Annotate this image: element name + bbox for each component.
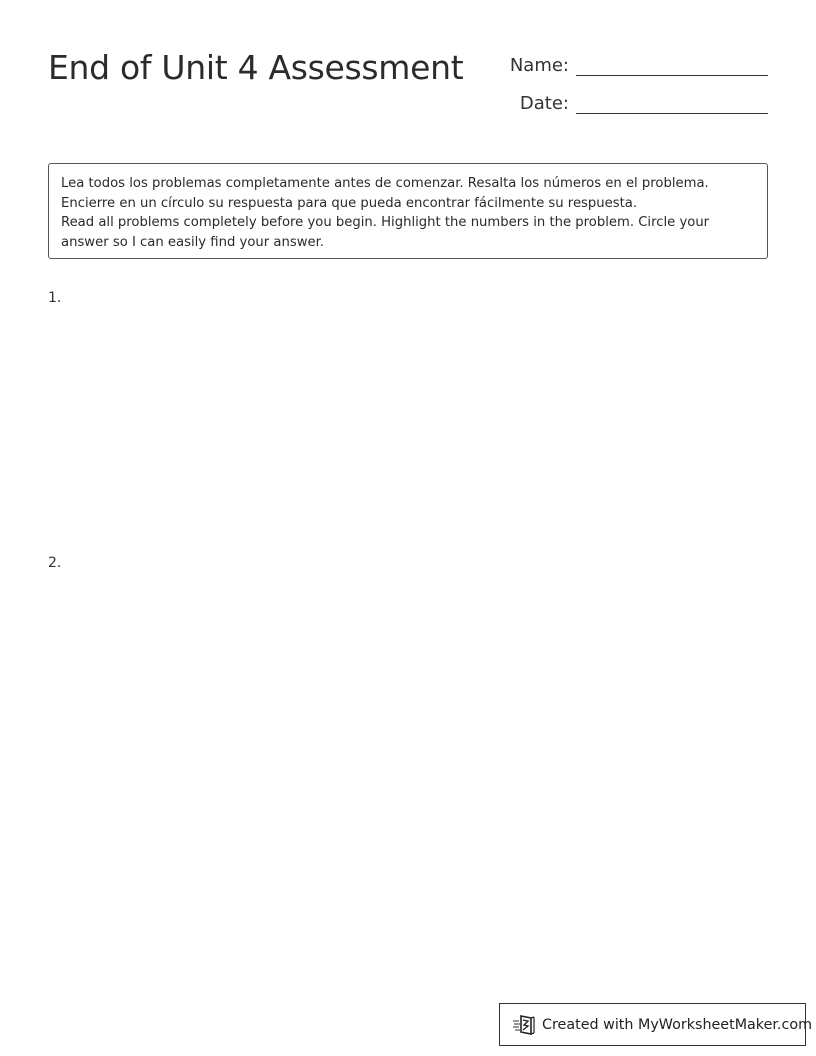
instructions-line-spanish-2: Encierre en un círculo su respuesta para que pueda encontrar fácilmente su respuesta.	[61, 195, 638, 211]
name-blank-line[interactable]	[576, 52, 768, 76]
date-field-row	[520, 90, 768, 114]
name-field-row	[510, 52, 768, 76]
instructions-box	[48, 163, 768, 259]
date-blank-line[interactable]	[576, 90, 768, 114]
footer-credit-box[interactable]	[499, 1003, 813, 1046]
footer-credit-text: Created with MyWorksheetMaker.com	[542, 1016, 813, 1033]
date-label: Date:	[519, 93, 569, 114]
instructions-line-spanish-1: Lea todos los problemas completamente antes de comenzar. Resalta los números en el problema.	[61, 176, 709, 191]
problem-number-1: 1.	[48, 290, 62, 306]
instructions-line-english-1: Read all problems completely before you begin. Highlight the numbers in the problem. Circle your	[61, 215, 710, 230]
name-label: Name:	[509, 55, 569, 76]
page-title: End of Unit 4 Assessment	[48, 48, 464, 87]
problem-number-2: 2.	[48, 555, 62, 571]
instructions-line-english-2: answer so I can easily find your answer.	[61, 234, 324, 250]
worksheet-maker-logo-icon	[512, 1013, 536, 1037]
